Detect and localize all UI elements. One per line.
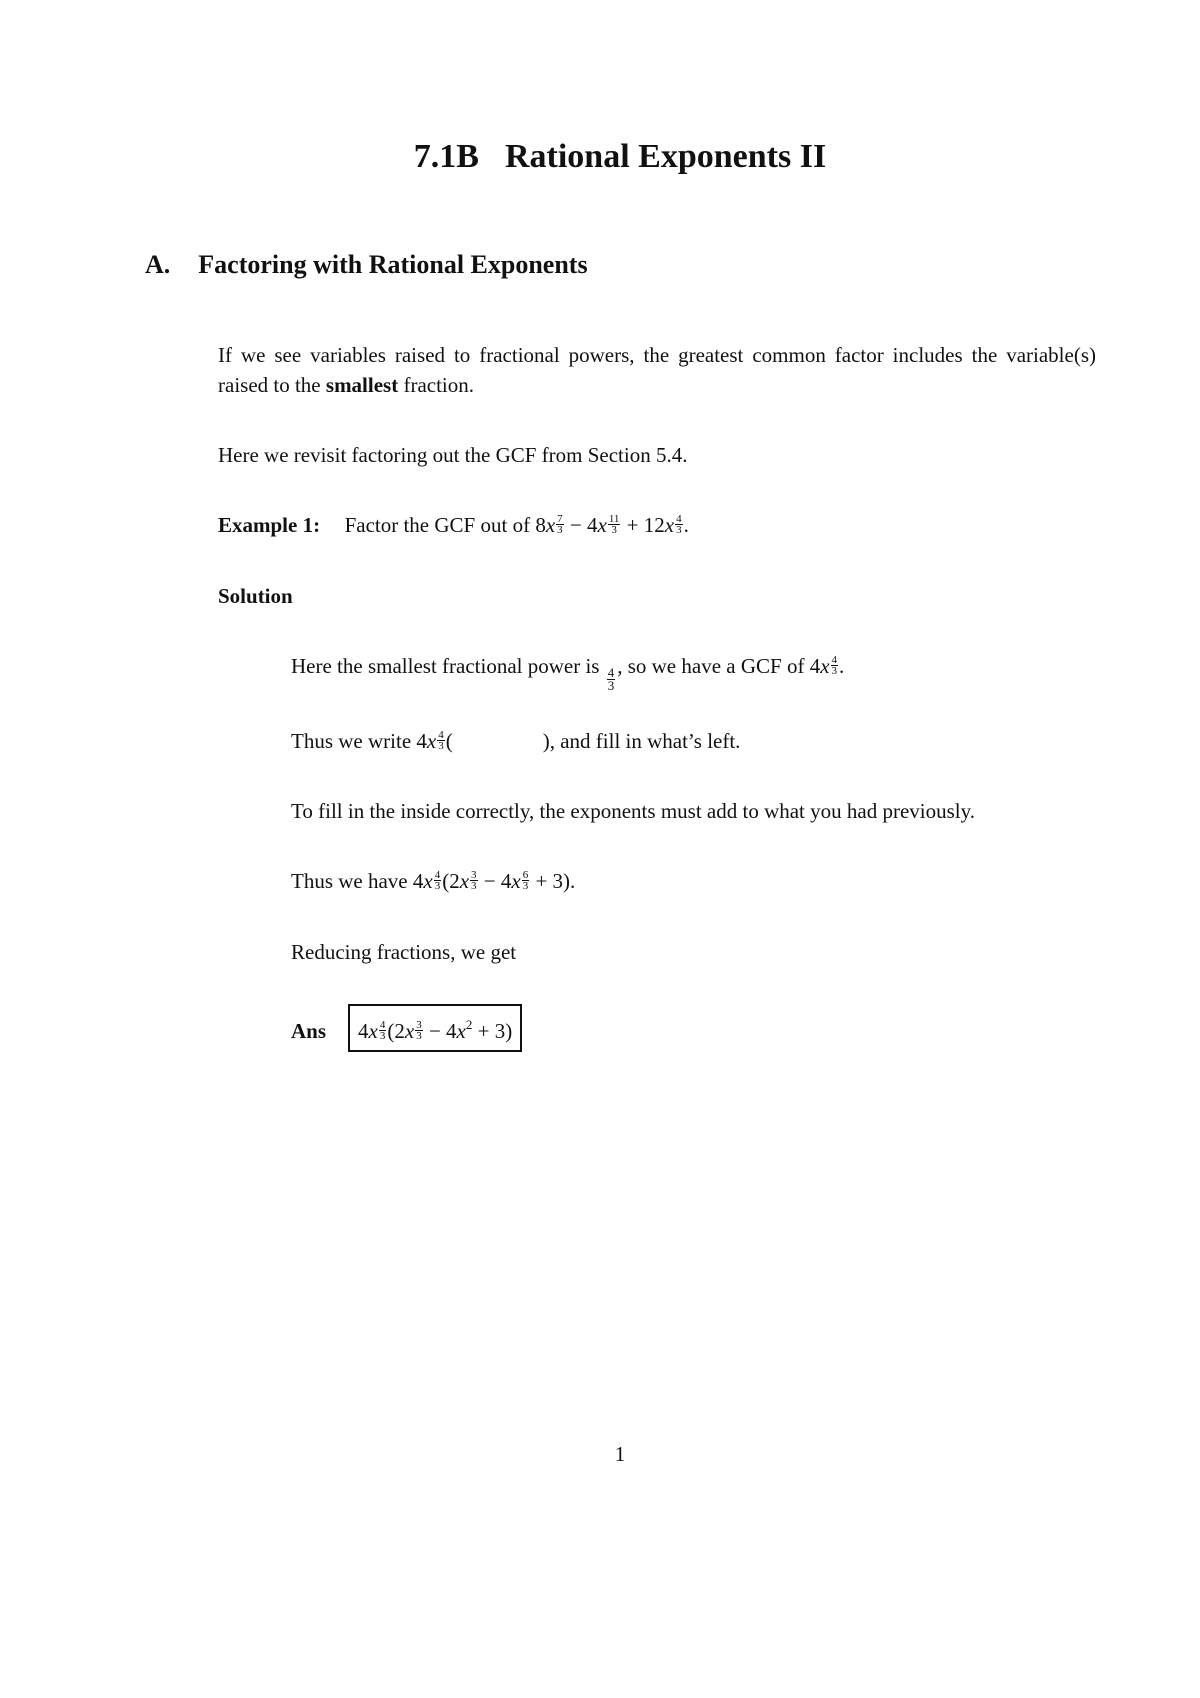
intro-text-2: fraction. [398, 373, 475, 397]
intro-emphasis: smallest [325, 373, 399, 397]
example-line [218, 510, 689, 540]
example-label: Example 1: [218, 513, 321, 537]
intro-text-1: If we see variables raised to fractional powers, the greatest common factor includes the variable(s) raised to the [218, 343, 1096, 397]
example-expression: 8x $^{\frac{7}{3}}$ − 4x $^{\frac{11}{3}}$ + 12x $^{\frac{4}{3}}$ . [535, 513, 689, 537]
title-number: 7.1B [413, 138, 479, 175]
example-prompt: Factor the GCF out of [344, 513, 536, 537]
answer-line [291, 1004, 522, 1052]
solution-heading: Solution [218, 584, 293, 608]
page-number: 1 [614, 1442, 626, 1466]
smallest-power-fraction: $\frac{4}{3}$ [607, 665, 615, 693]
section-title: Factoring with Rational Exponents [198, 250, 588, 279]
intro-paragraph [218, 340, 1096, 400]
solution-step-3: To fill in the inside correctly, the exponents must add to what you had previously. [291, 799, 975, 823]
revisit-paragraph: Here we revisit factoring out the GCF from Section 5.4. [218, 443, 688, 467]
answer-label: Ans [291, 1019, 327, 1043]
solution-step-2: Thus we write 4x $^{\frac{4}{3}}$ ( ), and fill in what’s left. [291, 729, 741, 753]
page-title [0, 138, 1200, 176]
solution-step-1: Here the smallest fractional power is $\frac{4}{3}$ , so we have a GCF of 4x $^{\frac{4}{3}}$ . [291, 654, 845, 693]
solution-step-5: Reducing fractions, we get [291, 940, 517, 964]
section-letter: A. [145, 250, 171, 279]
solution-step-4: Thus we have 4x $^{\frac{4}{3}}$ (2x $^{\frac{3}{3}}$ − 4x $^{\frac{6}{3}}$ + 3). [291, 869, 576, 893]
title-text: Rational Exponents II [504, 138, 827, 175]
section-heading [145, 250, 588, 280]
answer-box: 4x $^{\frac{4}{3}}$ (2x $^{\frac{3}{3}}$ − $4x^2 + 3$) [348, 1004, 522, 1052]
